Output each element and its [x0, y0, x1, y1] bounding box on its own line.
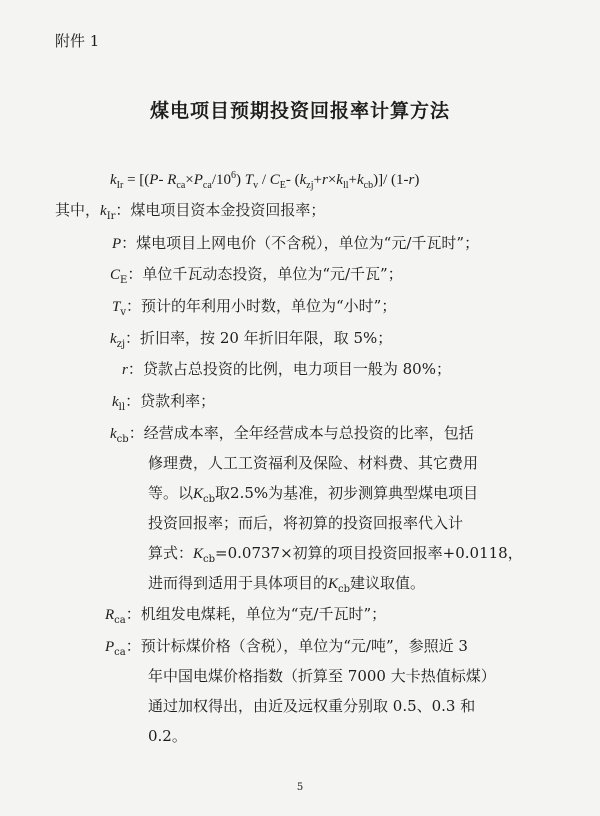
symbol-sub: ca: [114, 615, 126, 626]
definition-text: ：机组发电煤耗，单位为“克/千瓦时”；: [125, 605, 387, 623]
symbol-C: C: [110, 267, 121, 283]
definition-Pca-line3: 通过加权得出，由近及远权重分别取 0.5、0.3 和: [148, 697, 476, 715]
definition-kzj: [110, 328, 392, 355]
symbol-r: r: [122, 362, 128, 378]
symbol-sub: Ir: [106, 211, 116, 222]
formula-text: )]/ (1-: [373, 172, 409, 188]
symbol-sub: ll: [118, 402, 126, 413]
formula-P2-sub: ca: [202, 180, 212, 191]
definition-Pca-line4: 0.2。: [148, 727, 187, 745]
definition-text: ：折旧率，按 20 年折旧年限，取 5%；: [125, 329, 393, 347]
symbol-sub: v: [120, 307, 126, 318]
symbol-sub: cb: [116, 434, 129, 445]
definition-kcb: [110, 423, 474, 450]
formula-R: R: [167, 172, 177, 188]
definition-text: ：煤电项目上网电价（不含税），单位为“元/千瓦时”；: [121, 234, 480, 252]
formula-text: ×: [327, 172, 337, 188]
definition-kIr: [55, 200, 325, 227]
formula-k: k: [110, 172, 117, 188]
formula-text: -: [158, 172, 168, 188]
definition-kcb-line5: [148, 543, 523, 570]
document-title: 煤电项目预期投资回报率计算方法: [149, 100, 450, 122]
definition-text: =0.0737×初算的项目投资回报率+0.0118，: [215, 544, 523, 562]
formula-text: - (: [285, 172, 300, 188]
formula-R-sub: ca: [176, 180, 186, 191]
symbol-P: P: [112, 236, 122, 252]
definition-Pca: [105, 636, 468, 663]
intro-text: 其中，: [55, 201, 101, 219]
symbol-sub: cb: [338, 584, 351, 595]
formula-text: = [(: [123, 172, 150, 188]
definition-text: ：经营成本率，全年经营成本与总投资的比率，包括: [128, 424, 474, 442]
definition-CE: [110, 264, 403, 291]
formula-text: ): [235, 172, 245, 188]
symbol-sub: ca: [114, 647, 126, 658]
symbol-K: K: [193, 486, 204, 502]
formula-P: P: [149, 172, 159, 188]
definition-P: [112, 233, 479, 254]
formula-kll-sub: ll: [342, 180, 349, 191]
definition-text: 算式：: [148, 544, 194, 562]
formula-T-sub: v: [253, 180, 259, 191]
formula-kcb-sub: cb: [363, 180, 374, 191]
definition-text: ：贷款占总投资的比例，电力项目一般为 80%；: [127, 360, 451, 378]
definition-text: ：预计的年利用小时数，单位为“小时”；: [126, 297, 397, 315]
formula-text: +: [348, 172, 357, 188]
symbol-R: R: [105, 607, 115, 623]
symbol-P: P: [105, 639, 115, 655]
definition-text: 建议取值。: [350, 574, 426, 592]
formula-kzj-sub: zj: [306, 180, 314, 191]
definition-text: 取2.5%为基准，初步测算典型煤电项目: [215, 484, 479, 502]
formula-text: ): [414, 172, 420, 188]
formula-sup: 6: [230, 170, 236, 181]
definition-kcb-line4: 投资回报率；而后，将初算的投资回报率代入计: [148, 514, 464, 532]
attachment-label: 附件 1: [55, 32, 100, 50]
definition-text: 等。以: [148, 484, 194, 502]
formula: [110, 170, 419, 191]
symbol-T: T: [112, 299, 121, 315]
symbol-sub: E: [120, 275, 128, 286]
symbol-K: K: [193, 546, 204, 562]
formula-text: ×: [185, 172, 194, 188]
symbol-k: k: [110, 426, 117, 442]
page-number: 5: [296, 782, 304, 793]
formula-kcb: k: [357, 172, 364, 188]
definition-text: ：煤电项目资本金投资回报率；: [115, 201, 326, 219]
definition-kcb-line3: [148, 483, 478, 510]
definition-text: ：预计标煤价格（含税），单位为“元/吨”，参照近 3: [125, 637, 468, 655]
formula-text: +: [313, 172, 322, 188]
definition-text: ：贷款利率；: [125, 392, 216, 410]
definition-kll: [112, 391, 215, 418]
definition-Tv: [112, 296, 396, 323]
definition-Rca: [105, 604, 386, 631]
formula-T: T: [244, 172, 254, 188]
definition-r: [122, 359, 451, 380]
definition-text: 进而得到适用于具体项目的: [148, 574, 329, 592]
symbol-sub: cb: [203, 494, 216, 505]
definition-kcb-line2: 修理费，人工工资福利及保险、材料费、其它费用: [148, 454, 479, 472]
definition-text: ：单位千瓦动态投资，单位为“元/千瓦”；: [127, 265, 403, 283]
formula-C-sub: E: [279, 180, 286, 191]
definition-Pca-line2: 年中国电煤价格指数（折算至 7000 大卡热值标煤）: [148, 667, 496, 685]
symbol-k: k: [110, 331, 117, 347]
formula-C: C: [269, 172, 280, 188]
formula-k-sub: Ir: [116, 180, 124, 191]
formula-kll: k: [336, 172, 343, 188]
definition-kcb-line6: [148, 573, 425, 600]
formula-r: r: [321, 172, 328, 188]
formula-text: /10: [211, 172, 231, 188]
symbol-k: k: [100, 203, 107, 219]
symbol-K: K: [328, 576, 339, 592]
formula-P2: P: [193, 172, 203, 188]
symbol-sub: cb: [203, 554, 216, 565]
symbol-k: k: [112, 394, 119, 410]
symbol-sub: zj: [116, 339, 126, 350]
formula-text: /: [258, 172, 270, 188]
formula-kzj: k: [299, 172, 307, 188]
formula-r2: r: [408, 172, 415, 188]
